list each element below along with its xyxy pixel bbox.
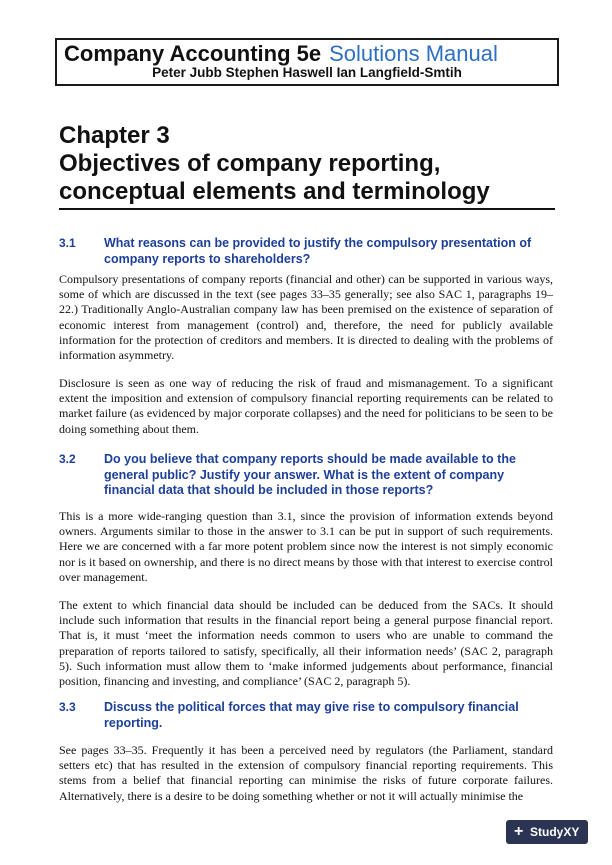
chapter-title-line-1: Objectives of company reporting,: [59, 150, 441, 177]
book-authors: Peter Jubb Stephen Haswell Ian Langfield-Smtih: [152, 65, 462, 80]
question-text: Discuss the political forces that may give rise to compulsory financial reporting.: [104, 700, 519, 730]
plus-icon: +: [514, 823, 524, 840]
chapter-heading: [59, 122, 555, 210]
answer-paragraph: This is a more wide-ranging question than 3.1, since the provision of information extends beyond owners. Arguments similar to those in the answer to 3.1 can be put in support of such requirements. Here we are concerned with a far more potent problem since now the interest is not simply economic nor is it based on ownership, and there is no direct means by those with that interest to exercise control over management.: [59, 509, 553, 584]
question-number: 3.1: [59, 236, 76, 250]
answer-paragraph: Compulsory presentations of company reports (financial and other) can be supported in various ways, some of which are discussed in the text (see pages 33–35 generally; see also SAC 1, paragraphs 19–22.) Traditionally Anglo-Australian company law has been premised on the existence of separation of economic interest from management (control) and, therefore, the need for publicly available information for the protection of creditors and members. It is directed to dealing with the problems of information asymmetry.: [59, 272, 553, 363]
book-title: Company Accounting 5e: [64, 41, 322, 66]
chapter-number: Chapter 3: [59, 122, 170, 149]
watermark-text: StudyXY: [530, 825, 580, 839]
chapter-title-line-2: conceptual elements and terminology: [59, 178, 490, 205]
question-text: Do you believe that company reports should be made available to the general public? Justify your answer. What is the extent of company financial data that should be included in those reports?: [104, 452, 516, 497]
question-number: 3.3: [59, 700, 76, 714]
question-number: 3.2: [59, 452, 76, 466]
header-title-line: [64, 41, 498, 67]
document-header: [55, 38, 559, 86]
answer-paragraph: Disclosure is seen as one way of reducing the risk of fraud and mismanagement. To a significant extent the imposition and extension of compulsory financial reporting requirements can be related to market failure (as evidenced by major corporate collapses) and the need for politicians to be seen to be doing something about them.: [59, 376, 553, 436]
answer-paragraph: The extent to which financial data should be included can be deduced from the SACs. It should include such information that results in the financial report being a general purpose financial report. That is, it must ‘meet the information needs common to users who are unable to command the preparation of reports tailored to satisfy, specifically, all their information needs’ (SAC 2, paragraph 5). Such information must allow them to ‘make informed judgements about performance, financial position, financing and investing, and compliance’ (SAC 2, paragraph 5).: [59, 598, 553, 689]
question-text: What reasons can be provided to justify the compulsory presentation of company reports to shareholders?: [104, 236, 532, 266]
book-subtitle: Solutions Manual: [329, 41, 498, 66]
answer-paragraph: See pages 33–35. Frequently it has been a perceived need by regulators (the Parliament, standard setters etc) that has resulted in the extension of compulsory financial reporting requirements. This stems from a belief that financial reporting can minimise the risks of future corporate failures. Alternatively, there is a desire to be doing something whether or not it will actually minimise the: [59, 743, 553, 803]
studyxy-watermark: [506, 820, 588, 844]
